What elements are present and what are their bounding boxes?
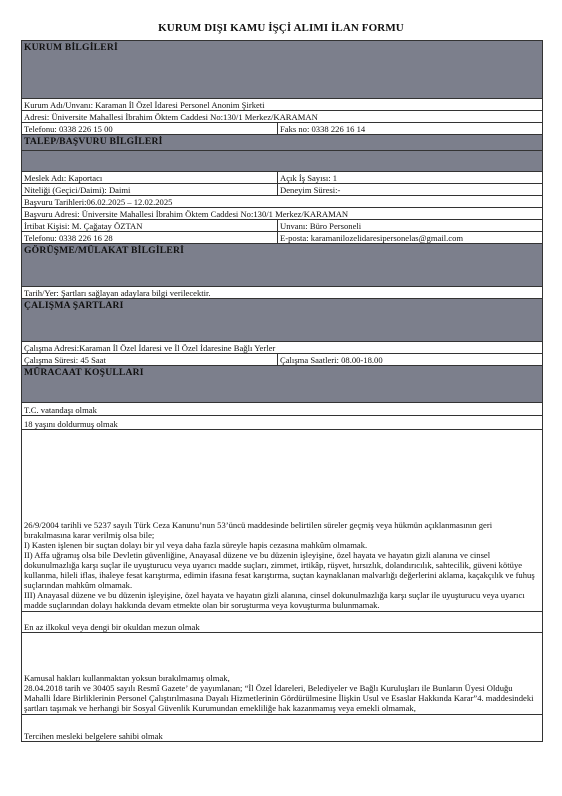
kurum-telefon: Telefonu: 0338 226 15 00: [22, 123, 278, 135]
section-talep-header: TALEP/BAŞVURU BİLGİLERİ: [22, 135, 543, 151]
kosul-vatandas: T.C. vatandaşı olmak: [22, 403, 543, 416]
basvuru-adresi: Başvuru Adresi: Üniversite Mahallesi İbrahim Öktem Caddesi No:130/1 Merkez/KARAMAN: [22, 208, 543, 220]
application-form: [21, 40, 542, 742]
kosul-ceza: [22, 430, 543, 612]
basvuru-tarihleri: Başvuru Tarihleri:06.02.2025 – 12.02.2025: [22, 196, 543, 208]
talep-telefon: Telefonu: 0338 226 16 28: [22, 232, 278, 244]
kurum-faks: Faks no: 0338 226 16 14: [278, 123, 543, 135]
kosul-ceza-iii: III) Anayasal düzene ve bu düzenin işleyişine, özel hayata ve hayatın gizli alanına, cinsel dokunulmazlığa karşı suçlar ile uyuşturucu veya uyarıcı madde suçlarından dolayı hakkında devam etmekte olan bir soruşturma veya kovuşturma bulunmamak.: [24, 590, 525, 610]
kosul-egitim: En az ilkokul veya dengi bir okuldan mezun olmak: [22, 612, 543, 633]
section-talep-shade: [22, 151, 543, 172]
calisma-suresi: Çalışma Süresi: 45 Saat: [22, 354, 278, 366]
niteligi: Niteliği (Geçici/Daimi): Daimi: [22, 184, 278, 196]
meslek-adi: Meslek Adı: Kaportacı: [22, 172, 278, 184]
kurum-adi: Kurum Adı/Unvanı: Karaman İl Özel İdaresi Personel Anonim Şirketi: [22, 99, 543, 111]
talep-eposta: E-posta: karamanilozelidaresipersonelas@gmail.com: [278, 232, 543, 244]
kosul-mesleki-belge: Tercihen mesleki belgelere sahibi olmak: [22, 715, 543, 742]
section-muracaat-header: MÜRACAAT KOŞULLARI: [22, 366, 543, 403]
kurum-adres: Adresi: Üniversite Mahallesi İbrahim Öktem Caddesi No:130/1 Merkez/KARAMAN: [22, 111, 543, 123]
kosul-ceza-intro: 26/9/2004 tarihli ve 5237 sayılı Türk Ceza Kanunu’nun 53’üncü maddesinde belirtilen süreler geçmiş veya hükmün açıklanmasının geri bırakılmasına karar verilmiş olsa bile;: [24, 520, 493, 540]
section-gorusme-header: GÖRÜŞME/MÜLAKAT BİLGİLERİ: [22, 244, 543, 287]
irtibat-kisisi: İrtibat Kişisi: M. Çağatay ÖZTAN: [22, 220, 278, 232]
section-calisma-header: ÇALIŞMA ŞARTLARI: [22, 299, 543, 342]
form-title: KURUM DIŞI KAMU İŞÇİ ALIMI İLAN FORMU: [158, 22, 404, 34]
calisma-saatleri: Çalışma Saatleri: 08.00-18.00: [278, 354, 543, 366]
kosul-ceza-ii: II) Affa uğramış olsa bile Devletin güvenliğine, Anayasal düzene ve bu düzenin işleyişine, özel hayata ve hayatın gizli alanına ve cinsel dokunulmazlığa karşı suçlar ile uyuşturucu veya uyarıcı madde suçları, zimmet, irtikâp, rüşvet, hırsızlık, dolandırıcılık, sahtecilik, güveni kötüye kullanma, hileli iflas, ihaleye fesat karıştırma, edimin ifasına fesat karıştırma, suçtan kaynaklanan malvarlığı değerlerini aklama, kaçakçılık ve fuhuş suçlarından mahkûm olmamak.: [24, 550, 535, 590]
kosul-resmi-gazete: 28.04.2018 tarih ve 30405 sayılı Resmî Gazete’ de yayımlanan; “İl Özel İdareleri, Belediyeler ve Bağlı Kuruluşları ile Bunların Üyesi Olduğu Mahalli İdare Birliklerinin Personel Çalıştırılmasına Dayalı Hizmetlerinin Gördürülmesine İlişkin Usul ve Esaslar Hakkında Karar”4. maddesindeki şartları taşımak ve herhangi bir Sosyal Güvenlik Kurumundan emekliliğe hak kazanmamış veya emekli olmamak,: [24, 683, 534, 713]
form-table: [21, 40, 543, 742]
acik-is-sayisi: Açık İş Sayısı: 1: [278, 172, 543, 184]
kosul-yas: 18 yaşını doldurmuş olmak: [22, 416, 543, 430]
deneyim-suresi: Deneyim Süresi:-: [278, 184, 543, 196]
gorusme-tarih-yer: Tarih/Yer: Şartları sağlayan adaylara bilgi verilecektir.: [22, 287, 543, 299]
kosul-ceza-i: I) Kasten işlenen bir suçtan dolayı bir yıl veya daha fazla süreyle hapis cezasına mahkûm olmamak.: [24, 540, 368, 550]
calisma-adresi: Çalışma Adresi:Karaman İl Özel İdaresi ve İl Özel İdaresine Bağlı Yerler: [22, 342, 543, 354]
section-kurum-header: KURUM BİLGİLERİ: [22, 41, 543, 99]
kosul-kamusal-hak: Kamusal hakları kullanmaktan yoksun bırakılmamış olmak,: [24, 673, 230, 683]
irtibat-unvani: Unvanı: Büro Personeli: [278, 220, 543, 232]
kosul-kamusal: [22, 633, 543, 715]
